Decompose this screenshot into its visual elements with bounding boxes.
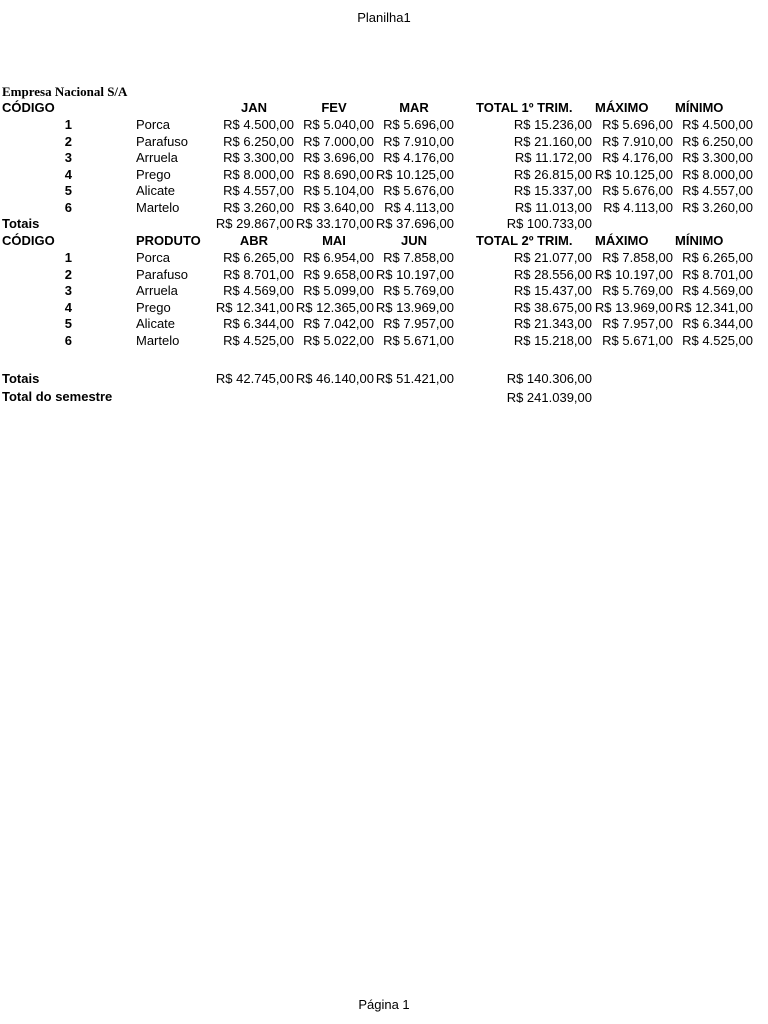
company-name: Empresa Nacional S/A xyxy=(2,84,128,99)
cell-total: R$ 15.218,00 xyxy=(513,333,592,348)
cell-min: R$ 4.500,00 xyxy=(682,117,753,132)
cell-code: 4 xyxy=(64,299,72,315)
cell-max: R$ 5.671,00 xyxy=(602,333,673,348)
cell-code: 5 xyxy=(64,316,72,332)
cell-product: Prego xyxy=(136,166,171,182)
header-max: MÁXIMO xyxy=(595,233,649,248)
cell-max: R$ 10.125,00 xyxy=(594,166,673,182)
cell-total: R$ 38.675,00 xyxy=(513,299,592,315)
cell-min: R$ 3.260,00 xyxy=(682,200,753,215)
cell-code: 6 xyxy=(64,200,72,215)
cell-m2: R$ 3.640,00 xyxy=(303,200,374,215)
cell-total: R$ 21.343,00 xyxy=(513,316,592,332)
header-m2: FEV xyxy=(321,100,347,115)
cell-total: R$ 21.160,00 xyxy=(513,133,592,149)
totals-m3: R$ 51.421,00 xyxy=(375,371,454,386)
cell-code: 6 xyxy=(64,333,72,348)
cell-product: Prego xyxy=(136,299,171,315)
cell-total: R$ 15.236,00 xyxy=(513,117,592,132)
cell-max: R$ 5.696,00 xyxy=(602,117,673,132)
cell-product: Alicate xyxy=(136,183,176,199)
cell-code: 3 xyxy=(64,150,72,166)
cell-m3: R$ 5.696,00 xyxy=(383,117,454,132)
cell-product: Martelo xyxy=(136,200,180,215)
cell-m3: R$ 4.176,00 xyxy=(383,150,454,166)
cell-m1: R$ 4.525,00 xyxy=(223,333,294,348)
totals-total: R$ 100.733,00 xyxy=(506,216,592,231)
cell-min: R$ 4.569,00 xyxy=(682,283,753,299)
header-code: CÓDIGO xyxy=(2,233,55,248)
semester-total-label: Total do semestre xyxy=(2,389,113,404)
cell-total: R$ 15.437,00 xyxy=(513,283,592,299)
totals-m3: R$ 37.696,00 xyxy=(375,216,454,231)
cell-product: Arruela xyxy=(136,150,178,166)
cell-code: 3 xyxy=(64,283,72,299)
cell-max: R$ 13.969,00 xyxy=(594,299,673,315)
cell-min: R$ 4.525,00 xyxy=(682,333,753,348)
cell-product: Arruela xyxy=(136,283,178,299)
cell-max: R$ 5.676,00 xyxy=(602,183,673,199)
cell-m3: R$ 5.676,00 xyxy=(383,183,454,199)
cell-product: Parafuso xyxy=(136,133,189,149)
cell-m2: R$ 7.042,00 xyxy=(303,316,374,332)
header-m2: MAI xyxy=(322,233,346,248)
cell-m1: R$ 8.701,00 xyxy=(223,266,294,282)
cell-max: R$ 5.769,00 xyxy=(602,283,673,299)
cell-m3: R$ 10.125,00 xyxy=(375,166,454,182)
cell-m1: R$ 8.000,00 xyxy=(223,166,294,182)
cell-max: R$ 4.113,00 xyxy=(603,200,673,215)
cell-min: R$ 8.000,00 xyxy=(682,166,753,182)
cell-m2: R$ 9.658,00 xyxy=(303,266,374,282)
cell-min: R$ 3.300,00 xyxy=(682,150,753,166)
cell-m1: R$ 4.557,00 xyxy=(223,183,294,199)
cell-m2: R$ 5.022,00 xyxy=(303,333,374,348)
header-min: MÍNIMO xyxy=(675,233,724,248)
cell-m1: R$ 3.260,00 xyxy=(223,200,294,215)
header-product: PRODUTO xyxy=(136,233,201,248)
cell-max: R$ 7.957,00 xyxy=(602,316,673,332)
cell-max: R$ 7.858,00 xyxy=(602,250,673,265)
cell-total: R$ 26.815,00 xyxy=(513,166,592,182)
cell-m3: R$ 13.969,00 xyxy=(375,299,454,315)
cell-min: R$ 4.557,00 xyxy=(682,183,753,199)
cell-m1: R$ 3.300,00 xyxy=(223,150,294,166)
cell-m3: R$ 5.671,00 xyxy=(383,333,454,348)
cell-m3: R$ 5.769,00 xyxy=(383,283,454,299)
header-m3: JUN xyxy=(400,233,427,248)
cell-m1: R$ 6.265,00 xyxy=(223,250,294,265)
cell-m2: R$ 5.104,00 xyxy=(303,183,374,199)
cell-total: R$ 11.172,00 xyxy=(514,150,592,166)
cell-m3: R$ 7.957,00 xyxy=(383,316,454,332)
page-footer: Página 1 xyxy=(358,997,410,1012)
cell-product: Parafuso xyxy=(136,266,189,282)
cell-m2: R$ 12.365,00 xyxy=(295,299,374,315)
cell-min: R$ 6.250,00 xyxy=(682,133,753,149)
cell-m2: R$ 3.696,00 xyxy=(303,150,374,166)
header-total: TOTAL 2º TRIM. xyxy=(476,233,573,248)
cell-total: R$ 21.077,00 xyxy=(513,250,592,265)
cell-max: R$ 10.197,00 xyxy=(594,266,673,282)
totals-m2: R$ 33.170,00 xyxy=(295,216,374,231)
cell-min: R$ 6.344,00 xyxy=(682,316,753,332)
header-code: CÓDIGO xyxy=(2,100,55,115)
cell-total: R$ 15.337,00 xyxy=(513,183,592,199)
cell-total: R$ 28.556,00 xyxy=(513,266,592,282)
totals-m1: R$ 29.867,00 xyxy=(215,216,294,231)
totals-label: Totais xyxy=(2,216,40,231)
cell-product: Martelo xyxy=(136,333,180,348)
header-m3: MAR xyxy=(399,100,429,115)
cell-product: Porca xyxy=(136,117,170,132)
cell-m3: R$ 10.197,00 xyxy=(375,266,454,282)
cell-min: R$ 12.341,00 xyxy=(674,299,753,315)
cell-max: R$ 7.910,00 xyxy=(602,133,673,149)
cell-m1: R$ 6.250,00 xyxy=(223,133,294,149)
cell-min: R$ 6.265,00 xyxy=(682,250,753,265)
cell-code: 2 xyxy=(64,266,72,282)
header-max: MÁXIMO xyxy=(595,100,649,115)
cell-m2: R$ 5.099,00 xyxy=(303,283,374,299)
totals-m2: R$ 46.140,00 xyxy=(295,371,374,386)
semester-total-value: R$ 241.039,00 xyxy=(506,390,592,405)
cell-m2: R$ 7.000,00 xyxy=(303,133,374,149)
cell-m2: R$ 8.690,00 xyxy=(303,166,374,182)
totals-m1: R$ 42.745,00 xyxy=(215,371,294,386)
cell-m2: R$ 5.040,00 xyxy=(303,117,374,132)
cell-m1: R$ 4.569,00 xyxy=(223,283,294,299)
cell-product: Alicate xyxy=(136,316,176,332)
cell-m3: R$ 4.113,00 xyxy=(384,200,454,215)
cell-min: R$ 8.701,00 xyxy=(682,266,753,282)
cell-m3: R$ 7.910,00 xyxy=(383,133,454,149)
cell-code: 5 xyxy=(64,183,72,199)
cell-code: 1 xyxy=(64,117,72,132)
page-header: Planilha1 xyxy=(357,10,411,25)
cell-product: Porca xyxy=(136,250,170,265)
totals-total: R$ 140.306,00 xyxy=(506,371,592,386)
cell-m3: R$ 7.858,00 xyxy=(383,250,454,265)
cell-code: 4 xyxy=(64,166,72,182)
header-min: MÍNIMO xyxy=(675,100,724,115)
totals-label: Totais xyxy=(2,371,40,386)
cell-m2: R$ 6.954,00 xyxy=(303,250,374,265)
cell-max: R$ 4.176,00 xyxy=(602,150,673,166)
cell-m1: R$ 6.344,00 xyxy=(223,316,294,332)
cell-code: 2 xyxy=(64,133,72,149)
cell-total: R$ 11.013,00 xyxy=(514,200,592,215)
header-m1: ABR xyxy=(239,233,269,248)
header-m1: JAN xyxy=(240,100,267,115)
cell-m1: R$ 12.341,00 xyxy=(215,299,294,315)
cell-m1: R$ 4.500,00 xyxy=(223,117,294,132)
cell-code: 1 xyxy=(64,250,72,265)
header-total: TOTAL 1º TRIM. xyxy=(476,100,573,115)
